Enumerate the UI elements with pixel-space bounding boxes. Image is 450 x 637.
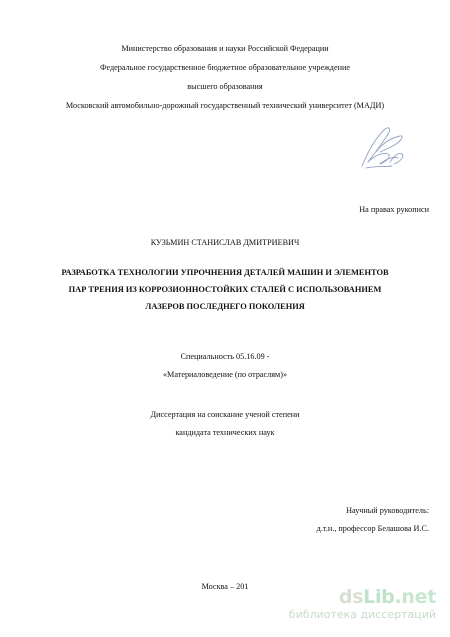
dissertation-title-line-1: РАЗРАБОТКА ТЕХНОЛОГИИ УПРОЧНЕНИЯ ДЕТАЛЕЙ МАШИН И ЭЛЕМЕНТОВ <box>61 268 389 277</box>
dissertation-title-line-3: ЛАЗЕРОВ ПОСЛЕДНЕГО ПОКОЛЕНИЯ <box>145 302 305 311</box>
supervisor-label: Научный руководитель: <box>346 506 429 515</box>
city-year: Москва – 201 <box>201 582 249 591</box>
dslib-watermark <box>289 587 436 621</box>
specialty-code: Специальность 05.16.09 - <box>180 352 270 361</box>
watermark-brand <box>289 587 436 607</box>
education-level-line: высшего образования <box>187 82 263 91</box>
rights-note: На правах рукописи <box>359 205 429 214</box>
watermark-brand-ds: ds <box>338 586 364 608</box>
watermark-brand-net: .net <box>394 586 436 608</box>
watermark-subtitle: библиотека диссертаций <box>288 608 436 621</box>
dissertation-title-line-2: ПАР ТРЕНИЯ ИЗ КОРРОЗИОННОСТОЙКИХ СТАЛЕЙ С ИСПОЛЬЗОВАНИЕМ <box>68 285 382 294</box>
supervisor-name: д.т.н., профессор Белашова И.С. <box>316 524 429 533</box>
specialty-name: «Материаловедение (по отраслям)» <box>162 370 288 379</box>
degree-line-2: кандидата технических наук <box>175 428 275 437</box>
handwritten-signature <box>354 122 410 174</box>
author-name: КУЗЬМИН СТАНИСЛАВ ДМИТРИЕВИЧ <box>150 238 300 247</box>
institution-type-line: Федеральное государственное бюджетное образовательное учреждение <box>100 63 350 72</box>
ministry-line: Министерство образования и науки Российской Федерации <box>121 44 329 53</box>
university-line: Московский автомобильно-дорожный государственный технический университет (МАДИ) <box>65 101 385 110</box>
degree-line-1: Диссертация на соискание ученой степени <box>150 410 300 419</box>
watermark-brand-lib: Lib <box>363 586 395 608</box>
